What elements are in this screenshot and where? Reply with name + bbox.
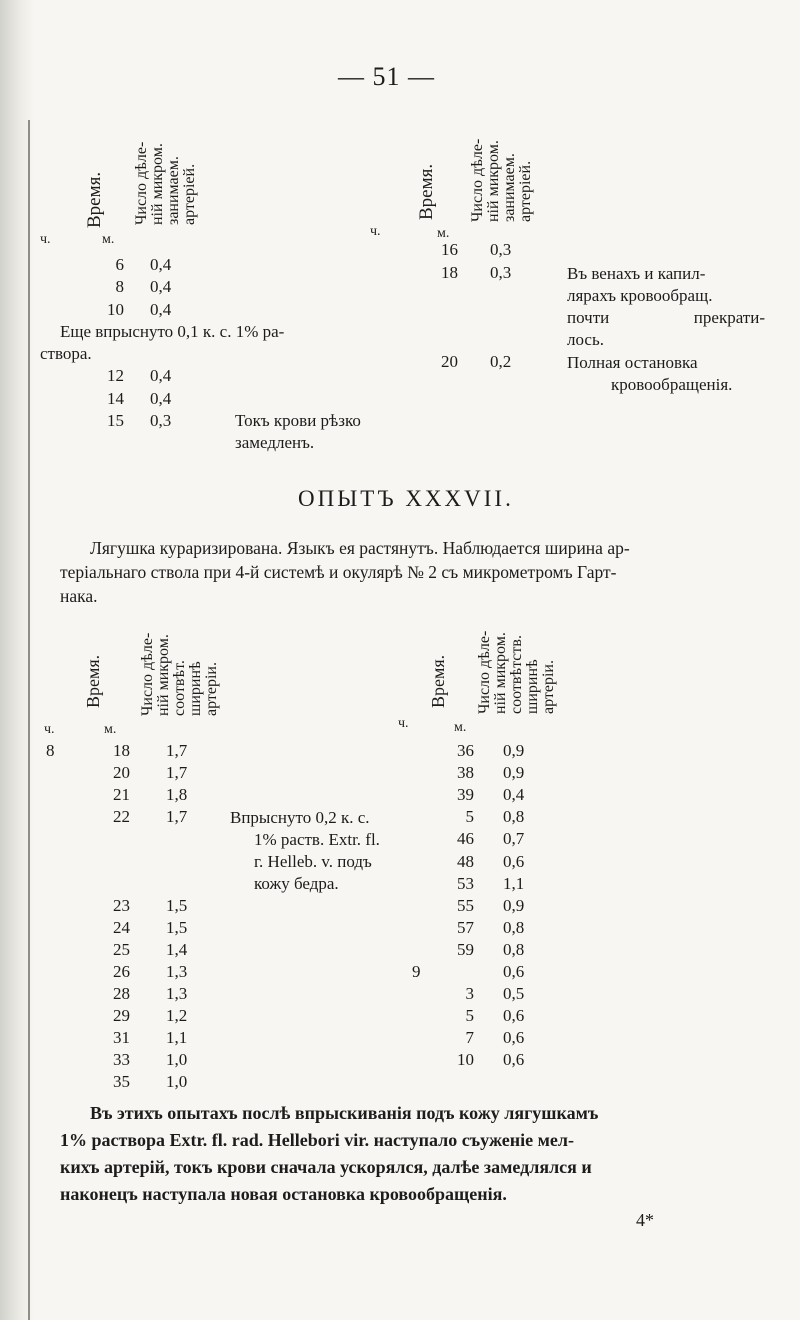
t2r-row-val: 0,9 — [503, 763, 525, 782]
t2r-row-val: 0,8 — [503, 940, 525, 959]
t2r-row-val: 0,4 — [503, 785, 525, 804]
t2r-row-min: 39 — [457, 785, 474, 804]
t2l-row-min: 23 — [113, 896, 130, 915]
signature-mark: 4* — [636, 1210, 654, 1230]
t2r-row-min: 38 — [457, 763, 474, 782]
t2l-row-val: 1,0 — [166, 1050, 188, 1069]
tl-row-val: 0,3 — [150, 411, 172, 430]
tl-row-val: 0,4 — [150, 389, 172, 408]
tl-unit-minute: м. — [102, 232, 115, 247]
t2r-row-min: 10 — [457, 1050, 474, 1069]
tl-header-value: Число дѣле- ній микром. занимаем. артеріей. — [133, 141, 198, 225]
t2r-row-val: 0,7 — [503, 829, 525, 848]
t2r-row-min: 5 — [465, 807, 474, 826]
t2r-row-min: 3 — [465, 984, 474, 1003]
t2r-row-min: 7 — [465, 1028, 474, 1047]
experiment-heading: ОПЫТЪ XXXVII. — [298, 486, 514, 511]
t2r-header-value: Число дѣле- ній микром. соотвѣтств. ширинѣ артеріи. — [476, 630, 557, 714]
tr-row-min: 18 — [441, 263, 458, 282]
t2l-row-min: 33 — [113, 1050, 130, 1069]
t2r-row-min: 55 — [457, 896, 474, 915]
t2l-row-val: 1,2 — [166, 1006, 188, 1025]
t2r-header-time: Время. — [428, 654, 448, 708]
tr-note-circulation-stopped: Въ венахъ и капил- лярахъ кровообращ. почти прекрати- лось. — [567, 264, 765, 349]
tr-row-min: 20 — [441, 352, 458, 371]
tr-note-full-stop: Полная остановка кровообращенія. — [567, 353, 733, 394]
t2l-row-min: 28 — [113, 984, 130, 1003]
tl-unit-hour: ч. — [40, 232, 51, 247]
t2r-row-val: 1,1 — [503, 874, 525, 893]
tl-note-line2: замедленъ. — [235, 433, 315, 452]
tr-unit-hour: ч. — [370, 224, 381, 239]
t2l-row-val: 1,5 — [166, 918, 188, 937]
t2r-hour: 9 — [412, 962, 421, 981]
t2r-row-val: 0,6 — [503, 852, 525, 871]
t2l-row-min: 24 — [113, 918, 130, 937]
t2r-row-val: 0,9 — [503, 896, 525, 915]
t2l-row-val: 1,4 — [166, 940, 188, 959]
t2l-unit-hour: ч. — [44, 722, 55, 737]
tl-inject-note-line2: створа. — [40, 344, 92, 363]
t2l-header-time: Время. — [83, 654, 103, 708]
t2l-row-min: 22 — [113, 807, 130, 826]
tl-row-min: 14 — [107, 389, 124, 408]
tr-row-val: 0,2 — [490, 352, 512, 371]
tr-row-val: 0,3 — [490, 263, 512, 282]
t2l-row-min: 20 — [113, 763, 130, 782]
t2r-row-min: 57 — [457, 918, 474, 937]
tl-row-min: 15 — [107, 411, 124, 430]
tl-header-time: Время. — [84, 171, 105, 228]
t2l-row-val: 1,7 — [166, 763, 188, 782]
t2l-row-min: 25 — [113, 940, 130, 959]
tl-row-val: 0,4 — [150, 366, 172, 385]
t2l-row-min: 31 — [113, 1028, 130, 1047]
t2r-row-val: 0,6 — [503, 962, 525, 981]
t2r-row-min: 46 — [457, 829, 474, 848]
intro-paragraph: Лягушка кураризирована. Языкъ ея растянутъ. Наблюдается ширина ар- теріальнаго ствола при 4-й системѣ и окулярѣ № 2 съ микрометромъ Гарт- нака. — [60, 538, 630, 606]
t2l-header-value: Число дѣле- ній микром. соотвѣт. ширинѣ артеріи. — [139, 632, 220, 716]
t2l-row-val: 1,0 — [166, 1072, 188, 1091]
t2r-row-val: 0,8 — [503, 918, 525, 937]
t2r-row-val: 0,6 — [503, 1028, 525, 1047]
t2r-row-val: 0,5 — [503, 984, 525, 1003]
t2l-hour: 8 — [46, 741, 55, 760]
t2l-row-val: 1,7 — [166, 807, 188, 826]
tl-row-min: 12 — [107, 366, 124, 385]
t2l-row-val: 1,3 — [166, 962, 188, 981]
t2l-row-val: 1,1 — [166, 1028, 188, 1047]
t2r-row-min: 59 — [457, 940, 474, 959]
tr-unit-minute: м. — [437, 226, 450, 241]
t2r-row-val: 0,9 — [503, 741, 525, 760]
t2l-row-min: 29 — [113, 1006, 130, 1025]
t2l-row-val: 1,5 — [166, 896, 188, 915]
tr-row-val: 0,3 — [490, 240, 512, 259]
t2l-injection-note: Впрыснуто 0,2 к. с. 1% раств. Extr. fl. г. Helleb. v. подъ кожу бедра. — [230, 808, 380, 893]
tl-row-min: 6 — [115, 255, 124, 274]
conclusion-paragraph: Въ этихъ опытахъ послѣ впрыскиванія подъ кожу лягушкамъ 1% раствора Extr. fl. rad. Helleborі vіr. наступало съуженіе мел- кихъ артерій, токъ крови сначала ускорялся, далѣе замедлялся и наконецъ наступала новая остановка кровообращенія. — [60, 1103, 599, 1204]
t2r-row-min: 5 — [465, 1006, 474, 1025]
t2l-unit-minute: м. — [104, 722, 117, 737]
tl-row-val: 0,4 — [150, 277, 172, 296]
t2r-row-val: 0,8 — [503, 807, 525, 826]
tr-header-value: Число дѣле- ній микром. занимаем. артеріей. — [469, 138, 534, 222]
t2r-row-min: 53 — [457, 874, 474, 893]
t2l-row-val: 1,7 — [166, 741, 188, 760]
t2r-row-val: 0,6 — [503, 1050, 525, 1069]
t2l-row-min: 18 — [113, 741, 130, 760]
t2l-row-val: 1,3 — [166, 984, 188, 1003]
tl-row-val: 0,4 — [150, 255, 172, 274]
tl-row-min: 10 — [107, 300, 124, 319]
tr-row-min: 16 — [441, 240, 458, 259]
t2r-unit-minute: м. — [454, 720, 467, 735]
tr-header-time: Время. — [416, 163, 437, 220]
t2l-row-min: 35 — [113, 1072, 130, 1091]
tl-inject-note-line1: Еще впрыснуто 0,1 к. с. 1% ра- — [60, 322, 285, 341]
t2l-row-min: 21 — [113, 785, 130, 804]
t2r-unit-hour: ч. — [398, 716, 409, 731]
tl-row-min: 8 — [115, 277, 124, 296]
t2r-row-min: 48 — [457, 852, 474, 871]
t2l-row-val: 1,8 — [166, 785, 188, 804]
t2r-row-min: 36 — [457, 741, 474, 760]
tl-row-val: 0,4 — [150, 300, 172, 319]
page-number: — 51 — — [338, 62, 435, 91]
t2l-row-min: 26 — [113, 962, 130, 981]
t2r-row-val: 0,6 — [503, 1006, 525, 1025]
tl-note-line1: Токъ крови рѣзко — [235, 411, 361, 430]
book-spine-line — [28, 120, 30, 1320]
